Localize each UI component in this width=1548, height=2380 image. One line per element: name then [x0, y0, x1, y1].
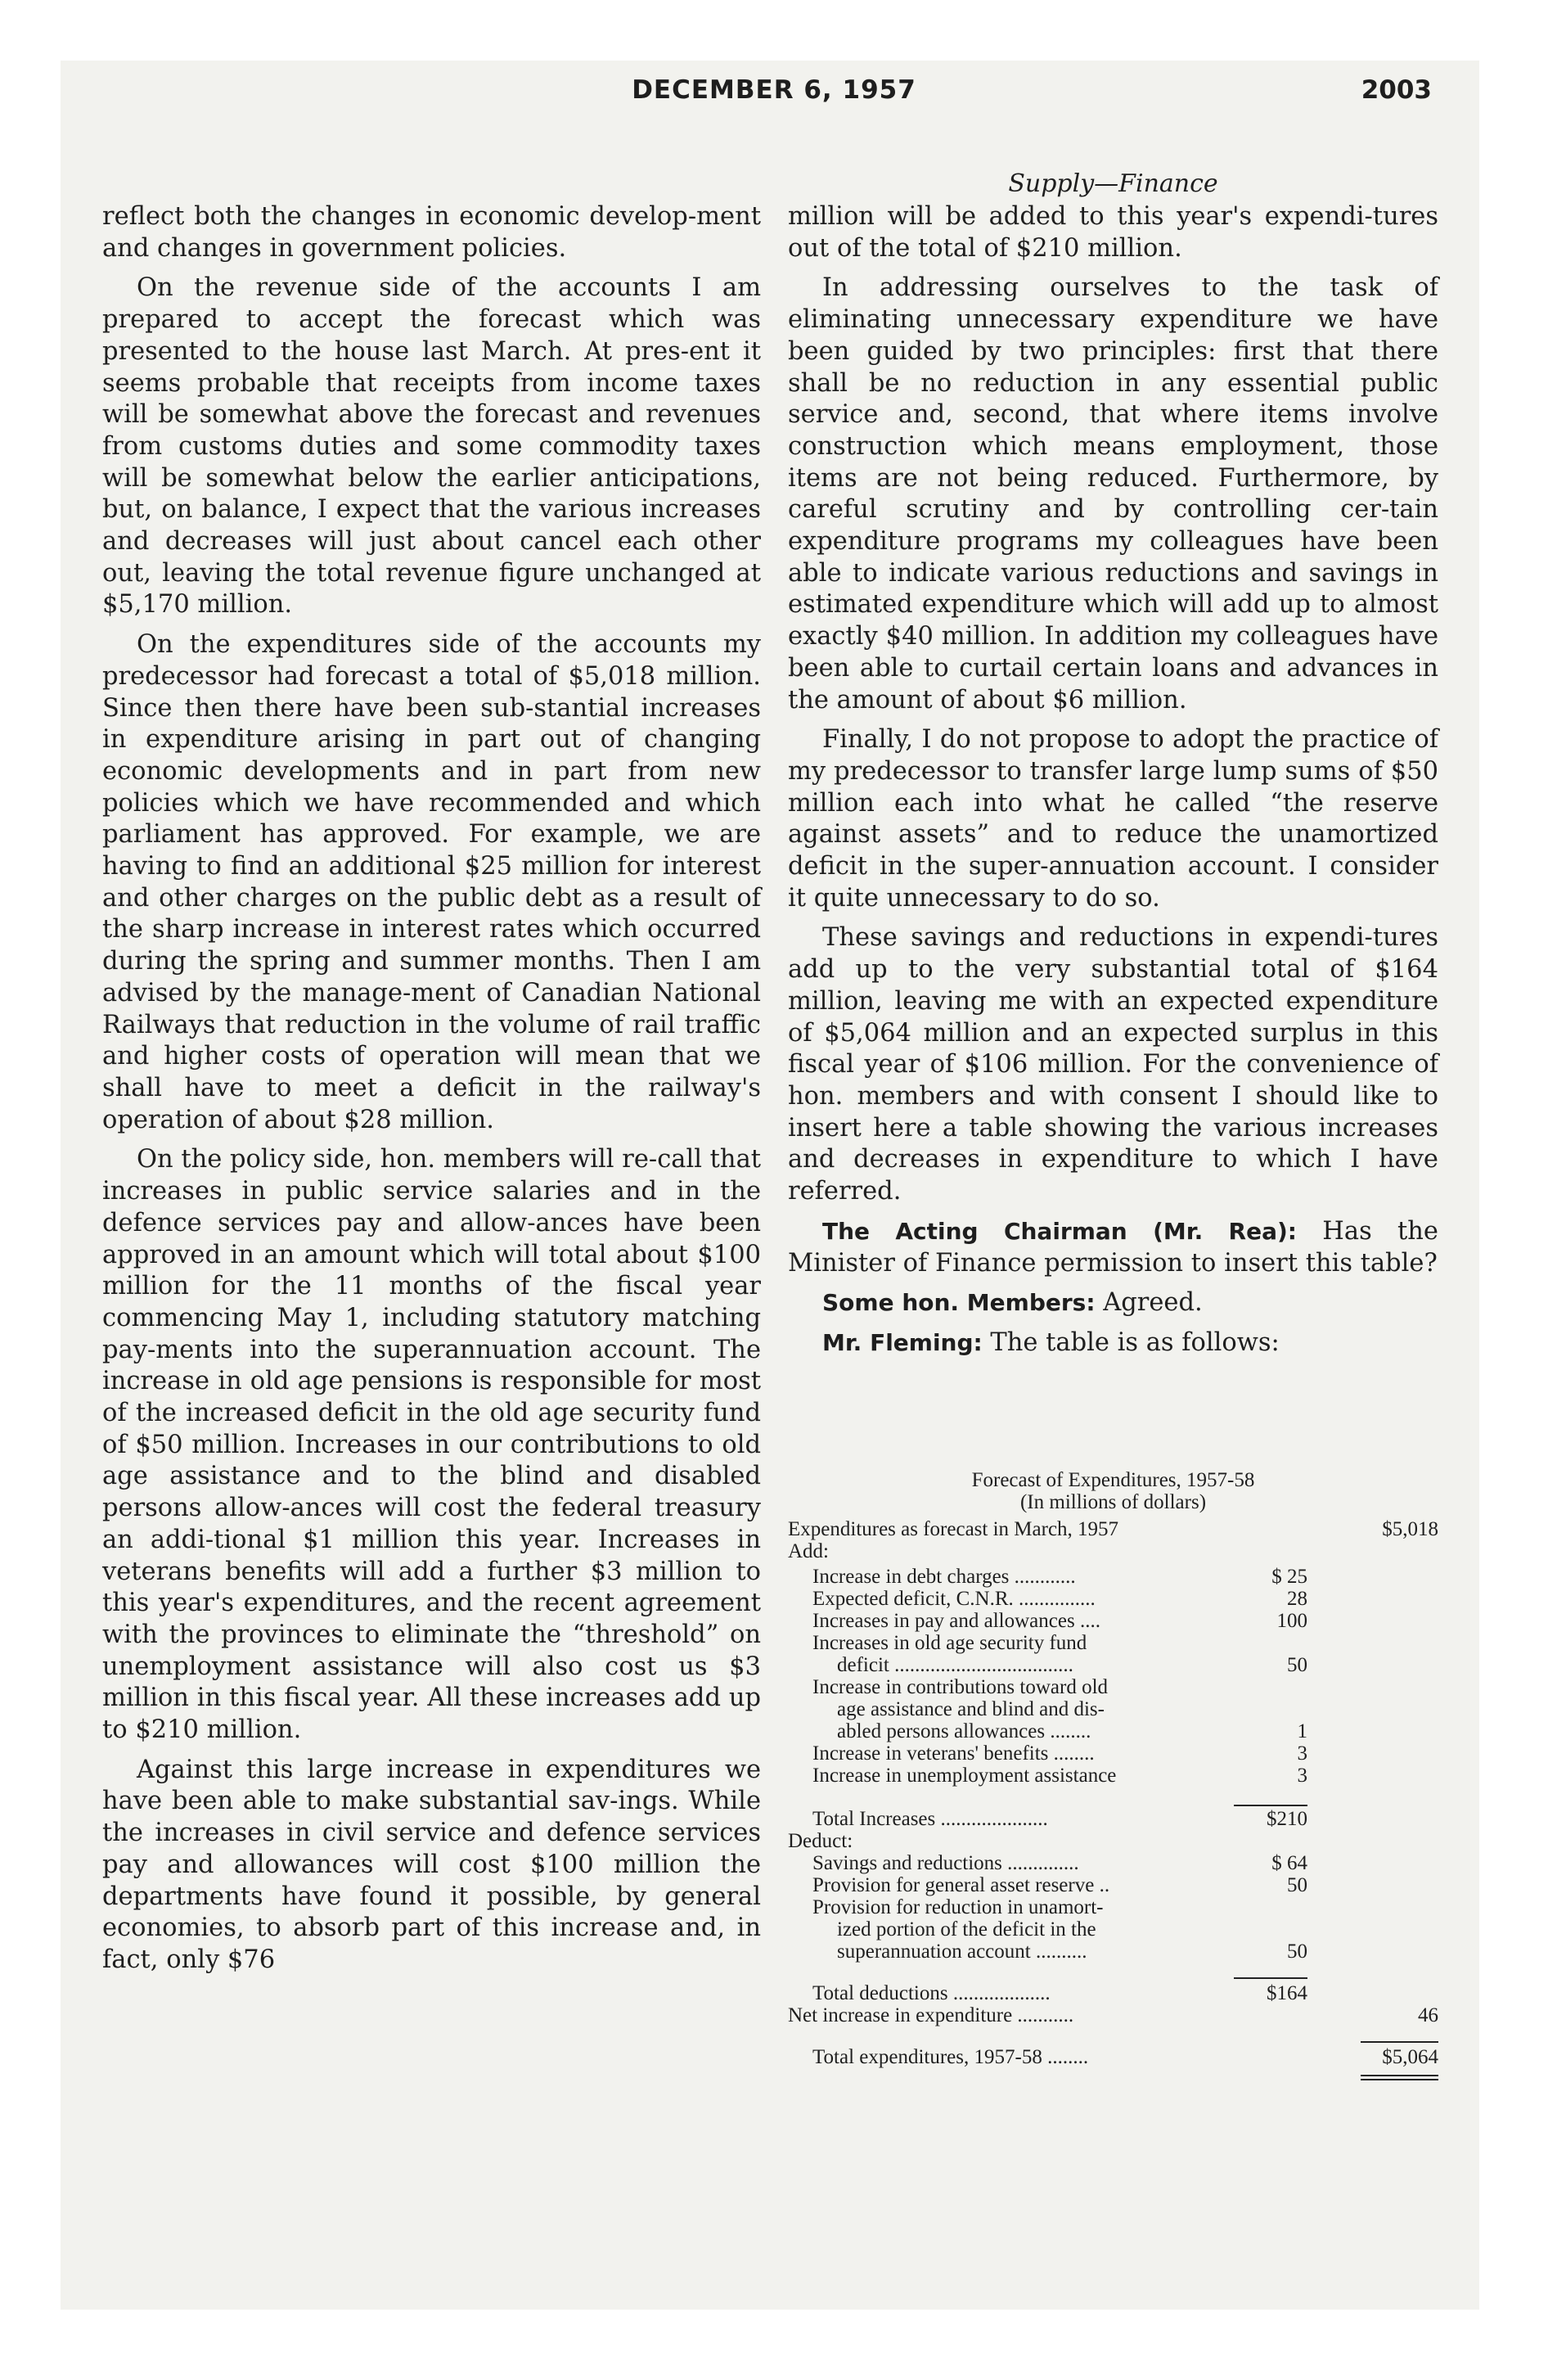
page-number: 2003: [1361, 75, 1432, 105]
table-caption: Forecast of Expenditures, 1957-58: [971, 1469, 1255, 1491]
table-row: [788, 1540, 1438, 1562]
row-value: $210: [1267, 1808, 1307, 1830]
speech-text: The table is as follows:: [982, 1327, 1280, 1357]
double-rule: [1361, 2075, 1438, 2076]
row-value: 50: [1287, 1654, 1307, 1676]
table-row: [788, 1941, 1438, 1963]
speaker-name: Some hon. Members:: [822, 1289, 1096, 1317]
row-label: Net increase in expenditure ...........: [788, 2004, 1074, 2026]
paragraph: million will be added to this year's expendi-tures out of the total of $210 million.: [788, 202, 1438, 263]
row-value: 3: [1297, 1742, 1307, 1765]
table-row: [788, 1518, 1438, 1540]
table-row: [788, 1676, 1438, 1698]
row-label: Increase in veterans' benefits ........: [812, 1742, 1095, 1765]
subtotal-rule: [1234, 1977, 1307, 1979]
rule-row: [788, 1787, 1438, 1808]
speech-members: [788, 1287, 1438, 1319]
row-label: ized portion of the deficit in the: [837, 1918, 1096, 1941]
row-value: $ 25: [1271, 1566, 1307, 1588]
row-value: 50: [1287, 1874, 1307, 1896]
table-row: [788, 1610, 1438, 1632]
row-label: abled persons allowances ........: [837, 1720, 1091, 1742]
row-label: age assistance and blind and dis-: [837, 1698, 1105, 1720]
rule-row: [788, 2068, 1438, 2085]
subtotal-rule: [1234, 1805, 1307, 1806]
table-row: [788, 1720, 1438, 1742]
row-label: Savings and reductions ..............: [812, 1852, 1079, 1874]
section-title: Supply—Finance: [1008, 169, 1218, 198]
speaker-name: Mr. Fleming:: [822, 1328, 983, 1356]
row-label: Deduct:: [788, 1830, 853, 1852]
row-label: Total expenditures, 1957-58 ........: [812, 2046, 1089, 2068]
row-value: $ 64: [1271, 1852, 1307, 1874]
row-value: $164: [1267, 1982, 1307, 2004]
row-value: $5,018: [1382, 1518, 1438, 1540]
row-value: 3: [1297, 1765, 1307, 1787]
total-rule: [1361, 2041, 1438, 2043]
row-label: Increase in contributions toward old: [812, 1676, 1109, 1698]
paragraph: On the policy side, hon. members will re-call that increases in public service salaries and in the defence services pay and allow-ances have been approved in an amount which will total about $100 million for the 11 months of the fiscal year commencing May 1, including statutory matching pay-ments into the superannuation account. The increase in old age pensions is responsible for most of the increased deficit in the old age security fund of $50 million. Increases in our contributions to old age assistance and to the blind and disabled persons allow-ances will cost the federal treasury an addi-tional $1 million this year. Increases in veterans benefits will add a further $3 million to this year's expenditures, and the recent agreement with the provinces to eliminate the “threshold” on unemployment assistance will also cost us $3 million in this fiscal year. All these increases add up to $210 million.: [102, 1145, 762, 1745]
row-label: Expected deficit, C.N.R. ...............: [812, 1588, 1096, 1610]
speaker-name: The Acting Chairman (Mr. Rea):: [822, 1217, 1297, 1245]
table-row: [788, 2046, 1438, 2068]
right-column: [788, 201, 1438, 1368]
row-label: Expenditures as forecast in March, 1957: [788, 1518, 1119, 1540]
row-value: $5,064: [1382, 2046, 1438, 2068]
row-label: Increase in unemployment assistance: [812, 1765, 1117, 1787]
speech-text: Agreed.: [1095, 1288, 1203, 1318]
table-row: [788, 1918, 1438, 1941]
table-row: [788, 1765, 1438, 1787]
row-value: 1: [1297, 1720, 1307, 1742]
row-label: Provision for general asset reserve ..: [812, 1874, 1110, 1896]
row-label: deficit ...................................: [837, 1654, 1073, 1676]
table-row: [788, 1698, 1438, 1720]
table-row: [788, 1654, 1438, 1676]
table-row: [788, 1742, 1438, 1765]
table-row: [788, 1982, 1438, 2004]
double-rule: [1361, 2079, 1438, 2080]
paragraph: Against this large increase in expenditures we have been able to make substantial sav-ings. While the increases in civil service and defence services pay and allowances will cost $100 million the departments have found it possible, by general economies, to absorb part of this increase and, in fact, only $76: [102, 1755, 761, 1974]
table-row: [788, 1852, 1438, 1874]
expenditure-table: [788, 1469, 1438, 2085]
deduct-rows: [788, 1852, 1438, 1963]
paragraph: On the revenue side of the accounts I am prepared to accept the forecast which was presented to the house last March. At pres-ent it seems probable that receipts from income taxes will be somewhat above the forecast and revenues from customs duties and some commodity taxes will be somewhat below the earlier anticipations, but, on balance, I expect that the various increases and decreases will just about cancel each other out, leaving the total revenue figure unchanged at $5,170 million.: [102, 273, 761, 620]
speech-chairman: [788, 1216, 1438, 1279]
paragraph: Finally, I do not propose to adopt the practice of my predecessor to transfer large lump sums of $50 million each into what he called “the reserve against assets” and to reduce the unamortized deficit in the super-annuation account. I consider it quite unnecessary to do so.: [788, 725, 1438, 913]
rule-row: [788, 2026, 1438, 2046]
page-date: DECEMBER 6, 1957: [632, 75, 916, 105]
row-label: Add:: [788, 1540, 829, 1562]
table-row: [788, 2004, 1438, 2026]
row-value: 28: [1287, 1588, 1307, 1610]
row-label: Increases in pay and allowances ....: [812, 1610, 1100, 1632]
speech-fleming: [788, 1327, 1438, 1359]
rule-row: [788, 1963, 1438, 1982]
table-row: [788, 1588, 1438, 1610]
table-subcaption: (In millions of dollars): [1019, 1491, 1207, 1513]
table-row: [788, 1896, 1438, 1918]
table-row: [788, 1632, 1438, 1654]
table-row: [788, 1566, 1438, 1588]
row-label: Total deductions ...................: [812, 1982, 1051, 2004]
row-label: Provision for reduction in unamort-: [812, 1896, 1104, 1918]
row-label: superannuation account ..........: [837, 1941, 1087, 1963]
paragraph: In addressing ourselves to the task of eliminating unnecessary expenditure we have been guided by two principles: first that there shall be no reduction in any essential public service and, second, that where items involve construction which means employment, those items are not being reduced. Furthermore, by careful scrutiny and by controlling cer-tain expenditure programs my colleagues have been able to indicate various reductions and savings in estimated expenditure which will add up to almost exactly $40 million. In addition my colleagues have been able to curtail certain loans and advances in the amount of about $6 million.: [788, 273, 1438, 714]
table-row: [788, 1808, 1438, 1830]
left-column: [102, 201, 761, 1985]
row-label: Total Increases .....................: [812, 1808, 1048, 1830]
row-value: 50: [1287, 1941, 1307, 1963]
row-label: Increase in debt charges ............: [812, 1566, 1076, 1588]
row-value: 46: [1418, 2004, 1438, 2026]
add-rows: [788, 1566, 1438, 1787]
paragraph: reflect both the changes in economic develop-ment and changes in government policies.: [102, 202, 761, 263]
paragraph: On the expenditures side of the accounts my predecessor had forecast a total of $5,018 million. Since then there have been sub-stantial increases in expenditure arising in part out of changing economic developments and in part from new policies which we have recommended and which parliament has approved. For example, we are having to find an additional $25 million for interest and other charges on the public debt as a result of the sharp increase in interest rates which occurred during the spring and summer months. Then I am advised by the manage-ment of Canadian National Railways that reduction in the volume of rail traffic and higher costs of operation will mean that we shall have to meet a deficit in the railway's operation of about $28 million.: [102, 630, 761, 1134]
table-row: [788, 1874, 1438, 1896]
paragraph: These savings and reductions in expendi-tures add up to the very substantial total of $164 million, leaving me with an expected expenditure of $5,064 million and an expected surplus in this fiscal year of $106 million. For the convenience of hon. members and with consent I should like to insert here a table showing the various increases and decreases in expenditure to which I have referred.: [788, 923, 1438, 1206]
row-value: 100: [1276, 1610, 1307, 1632]
table-row: [788, 1830, 1438, 1852]
speech-text: Has the Minister of Finance permission to insert this table?: [788, 1216, 1438, 1278]
row-label: Increases in old age security fund: [812, 1632, 1087, 1654]
